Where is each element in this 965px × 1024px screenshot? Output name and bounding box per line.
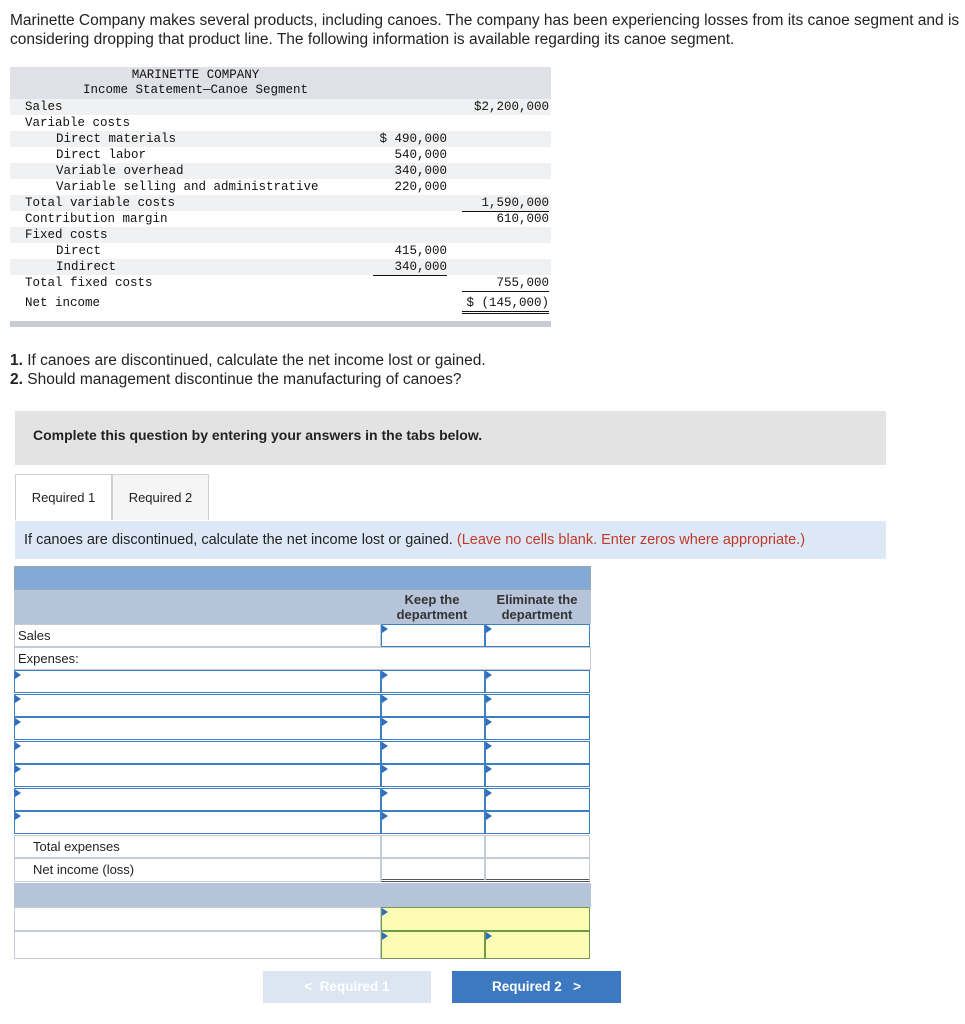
expense-eliminate-input[interactable] [485,717,590,740]
expense-name-input[interactable] [14,670,381,693]
grid-row-label: Sales [18,628,51,643]
sales-eliminate-input[interactable] [485,624,590,647]
q1-number: 1. [10,352,23,369]
statement-row-label: Indirect [41,260,117,274]
grid-row-label: Total expenses [33,839,120,854]
dropdown-marker-icon [382,718,388,726]
col-keep-line2: department [396,607,468,622]
dropdown-marker-icon [15,671,21,679]
banner-text: Complete this question by entering your answers in the tabs below. [33,427,483,443]
dropdown-marker-icon [382,695,388,703]
dropdown-marker-icon [15,765,21,773]
statement-footer [10,321,551,327]
statement-row-col2: 755,000 [462,275,549,292]
expense-name-input[interactable] [14,788,381,811]
statement-row [10,295,551,311]
grid-row-label: Net income (loss) [33,862,135,877]
statement-row [10,99,551,115]
tab-required-1[interactable]: Required 1 [15,474,112,520]
expense-keep-input[interactable] [381,811,485,834]
dropdown-marker-icon [15,742,21,750]
statement-row-label: Direct materials [41,132,177,146]
dropdown-marker-icon [486,718,492,726]
dropdown-marker-icon [15,789,21,797]
expense-eliminate-input[interactable] [485,694,590,717]
grid-row-expenses [14,647,591,670]
dropdown-marker-icon [486,812,492,820]
instruction-note: (Leave no cells blank. Enter zeros where appropriate.) [456,532,806,548]
statement-row-col2: 610,000 [496,212,549,226]
dropdown-marker-icon [382,932,388,940]
expense-name-input[interactable] [14,764,381,787]
grid-row-net-income [14,858,381,882]
dropdown-marker-icon [382,742,388,750]
total-expenses-keep [381,835,485,858]
statement-row-label: Variable costs [25,116,131,130]
net-income-keep [381,858,485,882]
expense-name-input[interactable] [14,811,381,834]
prev-label: Required 1 [319,979,390,994]
dropdown-marker-icon [382,671,388,679]
dropdown-marker-icon [15,718,21,726]
dropdown-marker-icon [486,625,492,633]
expense-keep-input[interactable] [381,670,485,693]
statement-row-label: Total fixed costs [25,276,153,290]
problem-intro: Marinette Company makes several products, including canoes. The company has been experiencing losses from its canoe segment and is considering dropping that product line. The following information is available regarding its canoe segment. [10,12,960,48]
statement-row [10,195,551,211]
dropdown-marker-icon [486,932,492,940]
dropdown-marker-icon [486,695,492,703]
prev-button[interactable]: < Required 1 [263,971,431,1003]
question-2: Should management discontinue the manufacturing of canoes? [22,371,462,388]
statement-row [10,227,551,243]
question-1: If canoes are discontinued, calculate the net income lost or gained. [22,352,486,369]
dropdown-marker-icon [382,908,388,916]
instruction-text: If canoes are discontinued, calculate the net income lost or gained. [24,532,453,548]
expense-eliminate-input[interactable] [485,788,590,811]
statement-row-col1: 415,000 [394,244,447,258]
expense-keep-input[interactable] [381,717,485,740]
statement-row-col1: $ 490,000 [379,132,447,146]
dropdown-marker-icon [382,812,388,820]
statement-row-label: Contribution margin [25,212,168,226]
statement-row-col2: $ (145,000) [462,295,549,314]
statement-row-label: Total variable costs [25,196,176,210]
instructions-banner [15,411,886,465]
income-statement [10,67,551,327]
tab-required-2[interactable]: Required 2 [112,474,209,520]
expense-name-input[interactable] [14,717,381,740]
grid-row-sales-label [14,624,381,647]
expense-eliminate-input[interactable] [485,670,590,693]
total-expenses-eliminate [485,835,590,858]
statement-row [10,275,551,291]
statement-row [10,163,551,179]
next-button[interactable]: Required 2 > [452,971,621,1003]
col-eliminate-line2: department [501,607,573,622]
decision-keep-input[interactable] [381,931,485,959]
dropdown-marker-icon [382,765,388,773]
grid-top-bar [14,566,591,590]
statement-row-label: Variable overhead [41,164,184,178]
expense-keep-input[interactable] [381,741,485,764]
dropdown-marker-icon [486,789,492,797]
statement-company: MARINETTE COMPANY [131,68,260,82]
statement-row-col1: 340,000 [373,259,447,276]
statement-row [10,243,551,259]
statement-row [10,131,551,147]
statement-row-label: Fixed costs [25,228,108,242]
dropdown-marker-icon [486,742,492,750]
statement-row-col1: 220,000 [373,179,447,196]
questions [10,351,486,389]
q2-number: 2. [10,371,23,388]
statement-row [10,259,551,275]
statement-header [10,67,551,99]
expense-name-input[interactable] [14,741,381,764]
sales-keep-input[interactable] [381,624,485,647]
statement-title: Income Statement—Canoe Segment [82,83,309,97]
decision-eliminate-input[interactable] [485,931,590,959]
statement-row-label: Variable selling and administrative [41,180,319,194]
statement-row [10,179,551,195]
expense-name-input[interactable] [14,694,381,717]
statement-row-col1: 540,000 [394,148,447,162]
grid-row-label: Expenses: [18,651,79,666]
expense-eliminate-input[interactable] [485,741,590,764]
decision-row-label [14,931,381,959]
expense-eliminate-input[interactable] [485,811,590,834]
final-row-label [14,907,381,931]
expense-keep-input[interactable] [381,788,485,811]
dropdown-marker-icon [382,625,388,633]
instruction-bar [15,521,886,559]
statement-row-col1: 340,000 [394,164,447,178]
net-income-eliminate [485,858,590,882]
col-keep-line1: Keep the [404,592,460,607]
next-label: Required 2 [492,979,562,994]
dropdown-marker-icon [486,671,492,679]
expense-keep-input[interactable] [381,764,485,787]
statement-row-col2: 1,590,000 [462,195,549,212]
grid-header [14,590,591,624]
grid-row-total-expenses [14,835,381,858]
expense-eliminate-input[interactable] [485,764,590,787]
dropdown-marker-icon [15,812,21,820]
statement-row [10,147,551,163]
statement-row-label: Sales [25,100,63,114]
expense-keep-input[interactable] [381,694,485,717]
statement-row-label: Direct [41,244,102,258]
grid-separator [14,883,591,907]
statement-row [10,115,551,131]
statement-row [10,211,551,227]
dropdown-marker-icon [382,789,388,797]
statement-row-col2: $2,200,000 [473,100,549,114]
net-income-difference-input[interactable] [381,907,590,931]
dropdown-marker-icon [486,765,492,773]
statement-row-label: Net income [25,296,101,310]
col-eliminate-line1: Eliminate the [496,592,578,607]
statement-row-label: Direct labor [41,148,147,162]
dropdown-marker-icon [15,695,21,703]
